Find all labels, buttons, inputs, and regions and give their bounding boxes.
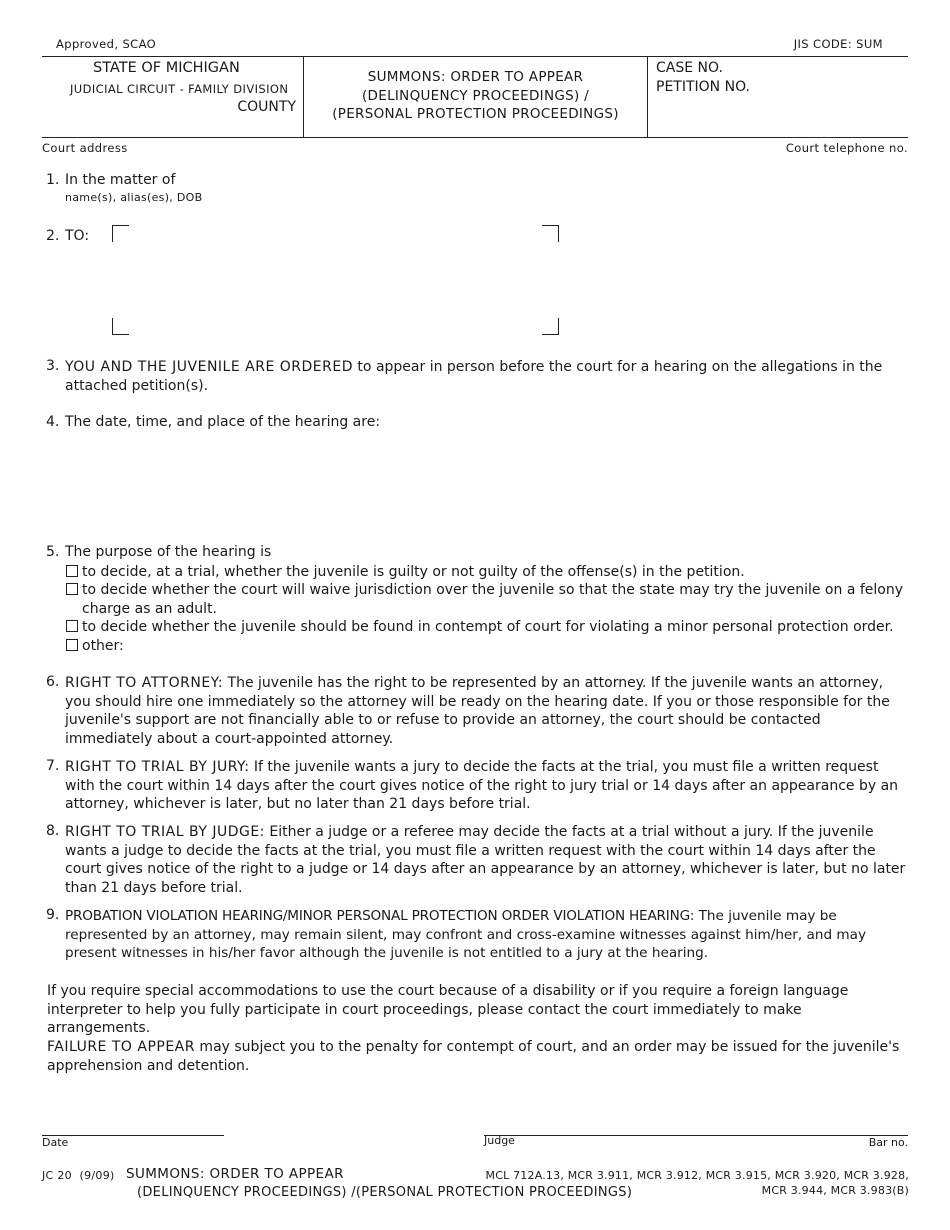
footer-references-line1: MCL 712A.13, MCR 3.911, MCR 3.912, MCR 3.915, MCR 3.920, MCR 3.928,: [485, 1169, 909, 1182]
accommodations-notice: If you require special accommodations to use the court because of a disability or if you require a foreign language interpreter to help you fully participate in court proceedings, please contact the court immediately to make arrangements.: [47, 983, 849, 1037]
form-number: JC 20: [42, 1169, 72, 1182]
bar-no-label: Bar no.: [868, 1136, 908, 1149]
item-6-heading: RIGHT TO ATTORNEY:: [65, 675, 224, 691]
item-7-heading: RIGHT TO TRIAL BY JURY:: [65, 759, 250, 775]
failure-to-appear-notice: [47, 1038, 909, 1075]
purpose-option-trial[interactable]: [66, 563, 909, 582]
date-label: Date: [42, 1136, 69, 1149]
approved-label: Approved, SCAO: [56, 37, 157, 51]
trial-checkbox[interactable]: [66, 565, 78, 577]
petition-no-label: PETITION NO.: [656, 79, 750, 95]
item-8-paragraph: [65, 823, 909, 897]
date-signature-line: [42, 1135, 224, 1136]
item-6-paragraph: [65, 674, 909, 748]
waiver-checkbox[interactable]: [66, 583, 78, 595]
form-title-line1: SUMMONS: ORDER TO APPEAR: [367, 69, 584, 85]
item-8-heading: RIGHT TO TRIAL BY JUDGE:: [65, 824, 265, 840]
item-3-text: to appear in person before the court for a hearing on the allegations in the attached petition(s).: [65, 359, 883, 394]
county-label: COUNTY: [237, 99, 296, 115]
address-corner-top-left: [112, 225, 129, 242]
form-title-line3: (PERSONAL PROTECTION PROCEEDINGS): [332, 106, 619, 122]
jis-code-label: JIS CODE: SUM: [793, 37, 883, 51]
item-2-number: 2.: [46, 228, 60, 244]
item-8-text: Either a judge or a referee may decide the facts at a trial without a jury. If the juvenile wants a judge to decide the facts at the trial, you must file a written request with the court within 14 days after the court gives notice of the right to a judge or 14 days after an appearance by an attorney, whichever is later, but no later than 21 days before trial.: [65, 824, 906, 896]
case-no-label: CASE NO.: [656, 60, 723, 76]
form-revision: (9/09): [79, 1169, 115, 1182]
item-1-subtext: name(s), alias(es), DOB: [65, 191, 203, 204]
circuit-label: JUDICIAL CIRCUIT - FAMILY DIVISION: [70, 82, 289, 96]
item-3-paragraph: [65, 358, 909, 395]
item-2-text: TO:: [65, 228, 90, 244]
item-7-number: 7.: [46, 758, 60, 774]
item-3-heading: YOU AND THE JUVENILE ARE ORDERED: [65, 359, 353, 375]
header-bottom-rule: [42, 137, 908, 138]
item-1-number: 1.: [46, 172, 60, 188]
footer-title-line2: (DELINQUENCY PROCEEDINGS) /(PERSONAL PROTECTION PROCEEDINGS): [137, 1185, 633, 1200]
address-corner-bottom-right: [542, 318, 559, 335]
address-corner-bottom-left: [112, 318, 129, 335]
failure-to-appear-text: may subject you to the penalty for contempt of court, and an order may be issued for the juvenile's apprehension and detention.: [47, 1039, 900, 1074]
footer-title-line1: SUMMONS: ORDER TO APPEAR: [126, 1166, 344, 1182]
purpose-option-waiver-label: to decide whether the court will waive jurisdiction over the juvenile so that the state may try the juvenile on a felony charge as an adult.: [82, 582, 904, 617]
item-4-number: 4.: [46, 414, 60, 430]
form-title: [304, 68, 647, 124]
address-corner-top-right: [542, 225, 559, 242]
purpose-option-other-label: other:: [82, 638, 124, 654]
item-5-text: The purpose of the hearing is: [65, 544, 272, 560]
contempt-checkbox[interactable]: [66, 620, 78, 632]
item-7-text: If the juvenile wants a jury to decide the facts at the trial, you must file a written request with the court within 14 days after the court gives notice of the right to jury trial or 14 days after an appearance by an attorney, whichever is later, but no later than 21 days before trial.: [65, 759, 899, 813]
state-label: STATE OF MICHIGAN: [93, 60, 240, 76]
item-9-paragraph: [65, 907, 909, 963]
item-1-text: In the matter of: [65, 172, 176, 188]
item-3-number: 3.: [46, 358, 60, 374]
item-6-text: The juvenile has the right to be represented by an attorney. If the juvenile wants an attorney, you should hire one immediately so the attorney will be ready on the hearing date. If you or those responsible for the juvenile's support are not financially able to or refuse to provide an attorney, the court should be contacted immediately about a court-appointed attorney.: [65, 675, 890, 747]
judge-label: Judge: [484, 1134, 515, 1147]
item-7-paragraph: [65, 758, 909, 814]
item-6-number: 6.: [46, 674, 60, 690]
footer-references-line2: MCR 3.944, MCR 3.983(B): [761, 1184, 909, 1197]
item-9-number: 9.: [46, 907, 60, 923]
judge-signature-line: [484, 1135, 908, 1136]
footer-form-number: [42, 1169, 115, 1182]
court-address-label: Court address: [42, 141, 128, 155]
item-9-text: The juvenile may be represented by an attorney, may remain silent, may confront and cross-examine witnesses against him/her, and may present witnesses in his/her favor although the juvenile is not entitled to a jury at the hearing.: [65, 908, 867, 962]
footer-references: [486, 1168, 910, 1198]
purpose-option-other[interactable]: [66, 637, 909, 656]
form-title-line2: (DELINQUENCY PROCEEDINGS) /: [361, 87, 589, 104]
other-checkbox[interactable]: [66, 639, 78, 651]
purpose-option-contempt[interactable]: [66, 618, 909, 637]
header-top-rule: [42, 56, 908, 57]
item-4-text: The date, time, and place of the hearing are:: [65, 414, 381, 430]
header-divider-right: [647, 57, 648, 138]
purpose-option-trial-label: to decide, at a trial, whether the juvenile is guilty or not guilty of the offense(s) in the petition.: [82, 564, 745, 580]
purpose-option-waiver[interactable]: [66, 581, 909, 618]
item-9-heading: PROBATION VIOLATION HEARING/MINOR PERSONAL PROTECTION ORDER VIOLATION HEARING:: [65, 908, 695, 924]
item-5-number: 5.: [46, 544, 60, 560]
failure-to-appear-heading: FAILURE TO APPEAR: [47, 1039, 195, 1055]
item-8-number: 8.: [46, 823, 60, 839]
court-phone-label: Court telephone no.: [785, 141, 908, 155]
purpose-option-contempt-label: to decide whether the juvenile should be found in contempt of court for violating a minor personal protection order.: [82, 619, 894, 635]
